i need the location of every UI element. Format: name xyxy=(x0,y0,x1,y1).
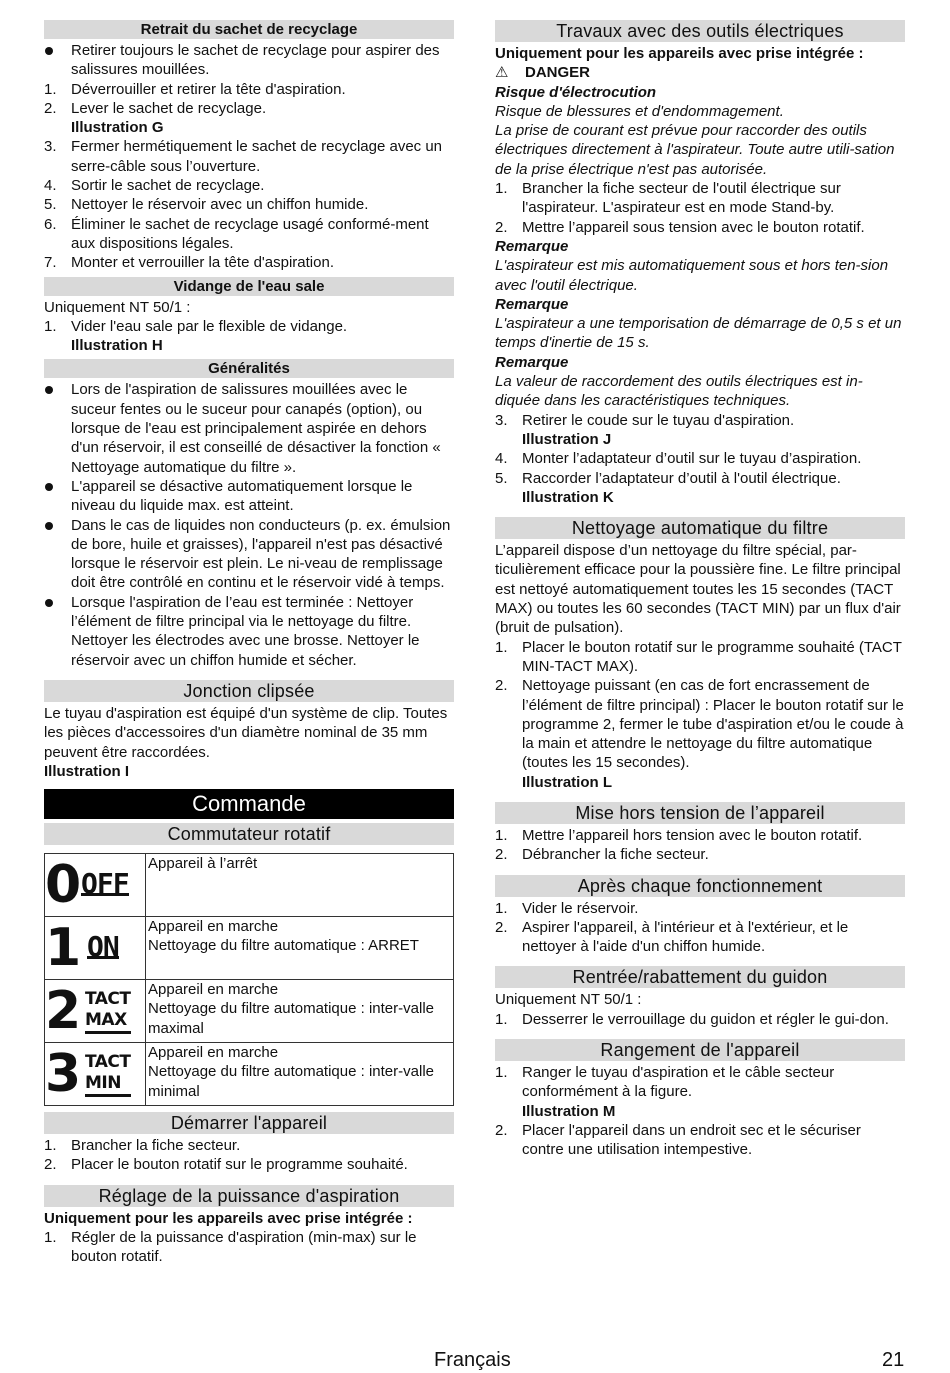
danger-label: ⚠ DANGER xyxy=(495,64,591,82)
illustration-ref: Illustration H xyxy=(71,337,163,355)
bullet-item: Lorsque l'aspiration de l’eau est terminée : Nettoyer l’élément de filtre principal via le nettoyage du filtre. Nettoyer les électrodes avec une brosse. Nettoyer le réservoir avec un chiffon humide et sécher. xyxy=(44,593,454,670)
table-row xyxy=(45,980,454,1043)
risk-text: Risque de blessures et d'endommagement. xyxy=(495,102,784,120)
section-heading: Jonction clipsée xyxy=(44,680,454,702)
illustration-ref: Illustration M xyxy=(522,1102,616,1120)
list-item: 1. Régler de la puissance d'aspiration (min-max) sur le bouton rotatif. xyxy=(44,1228,417,1266)
list-item: 5. Nettoyer le réservoir avec un chiffon humide. xyxy=(44,196,369,214)
section-heading: Nettoyage automatique du filtre xyxy=(495,517,905,539)
bullet-icon xyxy=(45,522,53,530)
list-item: 1. Déverrouiller et retirer la tête d'aspiration. xyxy=(44,80,346,98)
illustration-ref: Illustration K xyxy=(522,488,614,506)
section-heading: Mise hors tension de l’appareil xyxy=(495,802,905,824)
list-item: 3. Retirer le coude sur le tuyau d'aspiration. xyxy=(495,411,795,429)
list-item: 1. Mettre l’appareil hors tension avec le bouton rotatif. xyxy=(495,826,863,844)
section-heading: Généralités xyxy=(44,359,454,378)
intro-text: Uniquement NT 50/1 : xyxy=(495,991,642,1009)
bullet-item: Retirer toujours le sachet de recyclage pour aspirer des salissures mouillées. xyxy=(44,41,454,80)
list-item: 3. Fermer hermétiquement le sachet de recyclage avec un serre-câble sous l’ouverture. xyxy=(44,138,443,175)
section-heading: Rangement de l'appareil xyxy=(495,1039,905,1061)
list-item: 5. Raccorder l’adaptateur d’outil à l'outil électrique. xyxy=(495,469,841,487)
paragraph: Le tuyau d'aspiration est équipé d'un système de clip. Toutes les pièces d'accessoires d'un diamètre nominal de 35 mm peuvent être raccordées. xyxy=(44,704,448,761)
list-item: 1. Brancher la fiche secteur de l'outil électrique sur l'aspirateur. L'aspirateur est en mode Stand-by. xyxy=(495,180,841,217)
remark-text: L'aspirateur a une temporisation de démarrage de 0,5 s et un temps d'inertie de 15 s. xyxy=(495,315,902,352)
paragraph: L’appareil dispose d’un nettoyage du filtre spécial, par-ticulièrement efficace pour la poussière fine. Le filtre principal est nettoyé automatiquement toutes les 15 secondes (TACT MAX) ou toutes les 60 secondes (TACT MIN) par un flux d'air (bruit de pulsation). xyxy=(495,542,901,637)
switch-position-tact-min-icon: 3 TACT MIN xyxy=(45,1043,146,1106)
list-item: 2. Lever le sachet de recyclage. xyxy=(44,99,267,117)
list-item: 2. Nettoyage puissant (en cas de fort encrassement de l’élément de filtre principal) : Placer le bouton rotatif sur le programme 2, fermer le tube d'aspiration et/ou le coude à la main et attendre le nettoyage du filtre automatique (toutes les 15 secondes). xyxy=(495,677,904,772)
switch-position-on-icon: 1 ON xyxy=(45,917,146,980)
remark-text: L'aspirateur est mis automatiquement sous et hors ten-sion avec l'outil électrique. xyxy=(495,257,889,294)
left-column xyxy=(44,20,454,1267)
illustration-ref: Illustration L xyxy=(522,773,612,791)
section-heading: Retrait du sachet de recyclage xyxy=(44,20,454,39)
section-heading: Vidange de l'eau sale xyxy=(44,277,454,296)
remark-text: La valeur de raccordement des outils électriques est in-diquée dans les caractéristiques techniques. xyxy=(495,373,863,410)
illustration-ref: Illustration I xyxy=(44,762,130,780)
risk-text: La prise de courant est prévue pour raccorder des outils électriques directement à l'aspirateur. Toute autre utili-sation de la prise électrique n'est pas autorisée. xyxy=(495,122,895,178)
switch-position-off-icon: 0OFF xyxy=(45,854,146,917)
chapter-title: Commande xyxy=(44,789,454,819)
list-item: 6. Éliminer le sachet de recyclage usagé conformé-ment aux dispositions légales. xyxy=(44,215,429,252)
bullet-icon xyxy=(45,483,53,491)
section-heading: Après chaque fonctionnement xyxy=(495,875,905,897)
list-item: 2. Débrancher la fiche secteur. xyxy=(495,846,709,864)
remark-label: Remarque xyxy=(495,353,569,371)
list-item: 2. Mettre l’appareil sous tension avec le bouton rotatif. xyxy=(495,218,865,236)
table-cell: Appareil en marche Nettoyage du filtre automatique : inter-valle minimal xyxy=(146,1043,454,1106)
section-heading: Rentrée/rabattement du guidon xyxy=(495,966,905,988)
table-row xyxy=(45,1043,454,1106)
list-item: 4. Sortir le sachet de recyclage. xyxy=(44,177,265,195)
list-item: 1. Ranger le tuyau d'aspiration et le câble secteur conformément à la figure. xyxy=(495,1064,835,1101)
section-heading: Travaux avec des outils électriques xyxy=(495,20,905,42)
illustration-ref: Illustration J xyxy=(522,430,612,448)
table-cell: Appareil en marche Nettoyage du filtre automatique : inter-valle maximal xyxy=(146,980,454,1043)
footer-language: Français xyxy=(434,1349,511,1371)
bullet-icon xyxy=(45,47,53,55)
intro-text: Uniquement pour les appareils avec prise intégrée : xyxy=(44,1209,413,1227)
list-item: 2. Placer l'appareil dans un endroit sec et le sécuriser contre une utilisation intempestive. xyxy=(495,1121,861,1159)
bullet-item: Dans le cas de liquides non conducteurs (p. ex. émulsion de bore, huile et graisses), l'appareil n'est pas désactivé lorsque le réservoir est plein. Le ni-veau de remplissage doit être contrôlé en continu et le réservoir vidé à temps. xyxy=(44,516,454,593)
bullet-item: Lors de l'aspiration de salissures mouillées avec le suceur fentes ou le suceur pour canapés (option), ou lorsque de l'eau est principalement aspirée en dehors d'un réservoir, il est conseillé de désactiver la fonction « Nettoyage automatique du filtre ». xyxy=(44,380,454,476)
right-column xyxy=(495,20,905,1160)
table-cell: Appareil en marche Nettoyage du filtre automatique : ARRET xyxy=(146,917,454,980)
bullet-icon xyxy=(45,386,53,394)
bullet-icon xyxy=(45,599,53,607)
list-item: 2. Aspirer l'appareil, à l'intérieur et à l'extérieur, et le nettoyer à l'aide d'un chiffon humide. xyxy=(495,918,849,956)
page-number: 21 xyxy=(882,1349,905,1371)
table-row xyxy=(45,854,454,917)
remark-label: Remarque xyxy=(495,237,569,255)
section-heading: Commutateur rotatif xyxy=(44,823,454,845)
section-heading: Démarrer l'appareil xyxy=(44,1112,454,1134)
list-item: 1. Vider le réservoir. xyxy=(495,899,639,917)
table-cell: Appareil à l’arrêt xyxy=(146,854,454,917)
table-row xyxy=(45,917,454,980)
rotary-switch-table xyxy=(44,853,454,1106)
section-heading: Réglage de la puissance d'aspiration xyxy=(44,1185,454,1207)
switch-position-tact-max-icon: 2 TACT MAX xyxy=(45,980,146,1043)
warning-triangle-icon: ⚠ xyxy=(495,64,509,82)
list-item: 7. Monter et verrouiller la tête d'aspiration. xyxy=(44,254,334,272)
list-item: 1. Brancher la fiche secteur. xyxy=(44,1137,241,1155)
risk-title: Risque d'électrocution xyxy=(495,83,657,101)
intro-text: Uniquement NT 50/1 : xyxy=(44,298,191,316)
list-item: 1. Vider l'eau sale par le flexible de vidange. xyxy=(44,317,348,335)
remark-label: Remarque xyxy=(495,295,569,313)
list-item: 4. Monter l’adaptateur d’outil sur le tuyau d’aspiration. xyxy=(495,450,862,468)
bullet-item: L'appareil se désactive automatiquement lorsque le niveau du liquide max. est atteint. xyxy=(44,477,454,516)
intro-text: Uniquement pour les appareils avec prise intégrée : xyxy=(495,45,864,62)
list-item: 1. Placer le bouton rotatif sur le programme souhaité (TACT MIN-TACT MAX). xyxy=(495,638,902,675)
list-item: 2. Placer le bouton rotatif sur le programme souhaité. xyxy=(44,1156,408,1174)
list-item: 1. Desserrer le verrouillage du guidon et régler le gui-don. xyxy=(495,1010,889,1028)
illustration-ref: Illustration G xyxy=(71,119,164,137)
